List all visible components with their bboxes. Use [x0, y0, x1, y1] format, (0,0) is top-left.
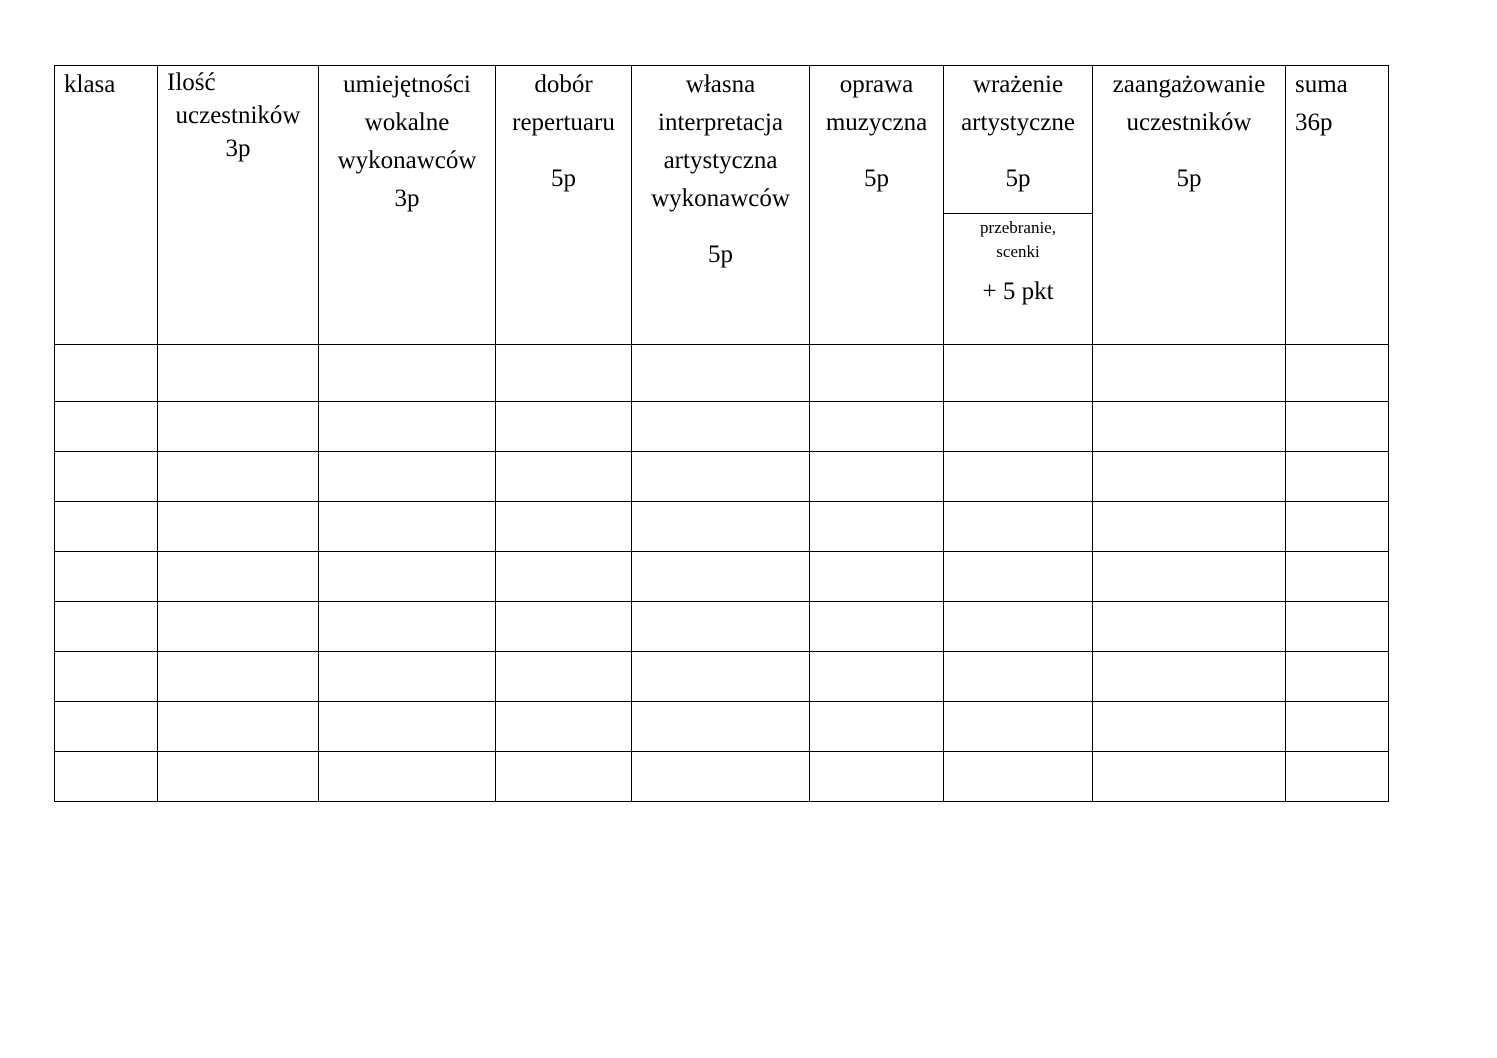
- cell-wrazenie[interactable]: [944, 402, 1093, 452]
- cell-ilosc[interactable]: [158, 602, 319, 652]
- cell-wlasna[interactable]: [632, 752, 810, 802]
- header-wlasna: [632, 66, 810, 345]
- header-umiejetnosci-line3: wykonawców: [337, 147, 477, 174]
- cell-ilosc[interactable]: [158, 752, 319, 802]
- cell-umiejetnosci[interactable]: [319, 402, 496, 452]
- cell-dobor[interactable]: [496, 452, 632, 502]
- header-wlasna-line3: artystyczna: [663, 147, 778, 174]
- cell-dobor[interactable]: [496, 502, 632, 552]
- header-oprawa-points: 5p: [864, 165, 889, 192]
- cell-suma[interactable]: [1286, 402, 1389, 452]
- table-row: [55, 602, 1389, 652]
- table-row: [55, 752, 1389, 802]
- cell-wrazenie[interactable]: [944, 702, 1093, 752]
- header-zaangazowanie-points: 5p: [1176, 165, 1202, 192]
- header-ilosc: [158, 66, 319, 345]
- cell-wlasna[interactable]: [632, 652, 810, 702]
- header-dobor: [496, 66, 632, 345]
- cell-wlasna[interactable]: [632, 702, 810, 752]
- cell-oprawa[interactable]: [810, 345, 944, 402]
- header-wrazenie: [944, 66, 1093, 345]
- header-row: [55, 66, 1389, 345]
- cell-ilosc[interactable]: [158, 552, 319, 602]
- cell-zaangazowanie[interactable]: [1093, 602, 1286, 652]
- cell-umiejetnosci[interactable]: [319, 702, 496, 752]
- cell-dobor[interactable]: [496, 752, 632, 802]
- cell-dobor[interactable]: [496, 652, 632, 702]
- cell-dobor[interactable]: [496, 552, 632, 602]
- table-row: [55, 345, 1389, 402]
- header-wrazenie-bonus-points: + 5 pkt: [982, 278, 1054, 305]
- cell-wlasna[interactable]: [632, 552, 810, 602]
- cell-oprawa[interactable]: [810, 652, 944, 702]
- cell-wrazenie[interactable]: [944, 452, 1093, 502]
- table-row: [55, 702, 1389, 752]
- cell-umiejetnosci[interactable]: [319, 652, 496, 702]
- cell-oprawa[interactable]: [810, 552, 944, 602]
- cell-ilosc[interactable]: [158, 452, 319, 502]
- header-klasa-label: klasa: [64, 71, 116, 98]
- cell-zaangazowanie[interactable]: [1093, 345, 1286, 402]
- table-row: [55, 552, 1389, 602]
- cell-wrazenie[interactable]: [944, 602, 1093, 652]
- header-dobor-line2: repertuaru: [512, 109, 615, 136]
- cell-klasa[interactable]: [55, 602, 158, 652]
- cell-zaangazowanie[interactable]: [1093, 452, 1286, 502]
- header-wrazenie-main: [944, 66, 1092, 214]
- header-oprawa: [810, 66, 944, 345]
- cell-ilosc[interactable]: [158, 345, 319, 402]
- header-wrazenie-line2: artystyczne: [961, 109, 1075, 136]
- cell-umiejetnosci[interactable]: [319, 502, 496, 552]
- cell-wlasna[interactable]: [632, 452, 810, 502]
- cell-klasa[interactable]: [55, 502, 158, 552]
- header-zaangazowanie: [1093, 66, 1286, 345]
- cell-zaangazowanie[interactable]: [1093, 552, 1286, 602]
- cell-umiejetnosci[interactable]: [319, 602, 496, 652]
- cell-dobor[interactable]: [496, 402, 632, 452]
- header-umiejetnosci: [319, 66, 496, 345]
- cell-wlasna[interactable]: [632, 402, 810, 452]
- cell-dobor[interactable]: [496, 602, 632, 652]
- cell-dobor[interactable]: [496, 702, 632, 752]
- cell-wrazenie[interactable]: [944, 752, 1093, 802]
- cell-suma[interactable]: [1286, 502, 1389, 552]
- cell-wrazenie[interactable]: [944, 552, 1093, 602]
- cell-klasa[interactable]: [55, 652, 158, 702]
- cell-wrazenie[interactable]: [944, 502, 1093, 552]
- header-wlasna-line2: interpretacja: [658, 109, 783, 136]
- cell-ilosc[interactable]: [158, 652, 319, 702]
- cell-dobor[interactable]: [496, 345, 632, 402]
- cell-ilosc[interactable]: [158, 502, 319, 552]
- header-wrazenie-sub1: przebranie,: [980, 218, 1056, 237]
- cell-suma[interactable]: [1286, 752, 1389, 802]
- cell-zaangazowanie[interactable]: [1093, 652, 1286, 702]
- table-row: [55, 652, 1389, 702]
- header-wlasna-line4: wykonawców: [651, 185, 790, 212]
- header-wrazenie-line1: wrażenie: [972, 71, 1064, 98]
- header-wrazenie-points: 5p: [1005, 165, 1031, 192]
- header-oprawa-line1: oprawa: [839, 71, 914, 98]
- header-ilosc-line2: uczestników: [175, 102, 301, 129]
- cell-wlasna[interactable]: [632, 502, 810, 552]
- cell-suma[interactable]: [1286, 552, 1389, 602]
- table-row: [55, 452, 1389, 502]
- cell-oprawa[interactable]: [810, 752, 944, 802]
- cell-suma[interactable]: [1286, 345, 1389, 402]
- header-suma-points: 36p: [1295, 109, 1333, 136]
- header-dobor-points: 5p: [551, 165, 576, 192]
- scoring-table: [54, 65, 1389, 802]
- header-umiejetnosci-points: 3p: [394, 185, 420, 212]
- cell-umiejetnosci[interactable]: [319, 452, 496, 502]
- header-wrazenie-bonus: [944, 214, 1092, 306]
- table-row: [55, 502, 1389, 552]
- cell-umiejetnosci[interactable]: [319, 752, 496, 802]
- cell-suma[interactable]: [1286, 452, 1389, 502]
- header-suma-label: suma: [1295, 71, 1348, 98]
- cell-wrazenie[interactable]: [944, 652, 1093, 702]
- cell-zaangazowanie[interactable]: [1093, 402, 1286, 452]
- cell-oprawa[interactable]: [810, 402, 944, 452]
- cell-suma[interactable]: [1286, 602, 1389, 652]
- cell-suma[interactable]: [1286, 702, 1389, 752]
- cell-klasa[interactable]: [55, 345, 158, 402]
- cell-wlasna[interactable]: [632, 345, 810, 402]
- header-umiejetnosci-line2: wokalne: [364, 109, 450, 136]
- header-zaangazowanie-line1: zaangażowanie: [1112, 71, 1266, 98]
- header-oprawa-line2: muzyczna: [825, 109, 928, 136]
- header-zaangazowanie-line2: uczestników: [1126, 109, 1252, 136]
- cell-klasa[interactable]: [55, 752, 158, 802]
- header-ilosc-line1: Ilość: [167, 69, 216, 96]
- header-klasa: [55, 66, 158, 345]
- cell-suma[interactable]: [1286, 652, 1389, 702]
- cell-oprawa[interactable]: [810, 602, 944, 652]
- cell-zaangazowanie[interactable]: [1093, 502, 1286, 552]
- cell-klasa[interactable]: [55, 552, 158, 602]
- header-suma: [1286, 66, 1389, 345]
- header-ilosc-points: 3p: [225, 135, 251, 162]
- cell-klasa[interactable]: [55, 402, 158, 452]
- cell-umiejetnosci[interactable]: [319, 345, 496, 402]
- header-dobor-line1: dobór: [534, 71, 593, 98]
- cell-zaangazowanie[interactable]: [1093, 702, 1286, 752]
- cell-wrazenie[interactable]: [944, 345, 1093, 402]
- cell-klasa[interactable]: [55, 702, 158, 752]
- cell-ilosc[interactable]: [158, 702, 319, 752]
- table-row: [55, 402, 1389, 452]
- header-wlasna-points: 5p: [708, 241, 733, 268]
- cell-oprawa[interactable]: [810, 502, 944, 552]
- header-wrazenie-sub2: scenki: [996, 242, 1040, 261]
- data-rows: [55, 345, 1389, 802]
- cell-zaangazowanie[interactable]: [1093, 752, 1286, 802]
- cell-wlasna[interactable]: [632, 602, 810, 652]
- cell-ilosc[interactable]: [158, 402, 319, 452]
- cell-oprawa[interactable]: [810, 702, 944, 752]
- header-wlasna-line1: własna: [685, 71, 756, 98]
- header-umiejetnosci-line1: umiejętności: [343, 71, 471, 98]
- cell-klasa[interactable]: [55, 452, 158, 502]
- cell-oprawa[interactable]: [810, 452, 944, 502]
- cell-umiejetnosci[interactable]: [319, 552, 496, 602]
